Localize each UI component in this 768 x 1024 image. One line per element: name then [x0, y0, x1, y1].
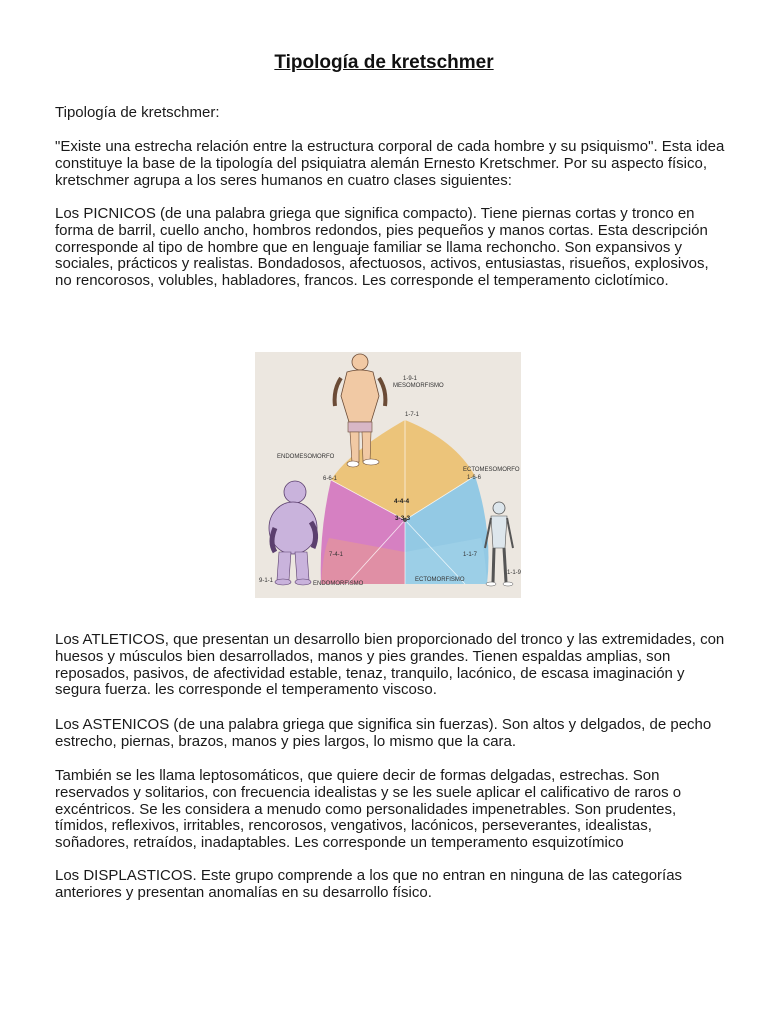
- astenicos-paragraph: Los ASTENICOS (de una palabra griega que significa sin fuerzas). Son altos y delgados, de pecho estrecho, piernas, brazos, manos y pies largos, lo mismo que la cara.: [55, 716, 712, 750]
- label-ectomesomorfo: ECTOMESOMORFO: [463, 467, 520, 473]
- intro-heading: Tipología de kretschmer:: [55, 104, 220, 121]
- label-119: 1-1-9: [507, 570, 521, 576]
- label-741: 7-4-1: [329, 552, 344, 558]
- label-mesomorfismo: MESOMORFISMO: [393, 383, 444, 389]
- endomorph-figure: [269, 481, 317, 585]
- displasticos-paragraph: Los DISPLASTICOS. Este grupo comprende a los que no entran en ninguna de las categorías anteriores y presentan anomalías en su desarrollo físico.: [55, 867, 683, 901]
- label-661: 6-6-1: [323, 476, 338, 482]
- label-endomesomorfo: ENDOMESOMORFO: [277, 454, 335, 460]
- document-title: Tipología de kretschmer: [274, 52, 494, 73]
- label-166: 1-6-6: [467, 475, 482, 481]
- label-endomorfismo: ENDOMORFISMO: [313, 581, 364, 587]
- label-117: 1-1-7: [463, 552, 478, 558]
- intro-paragraph: "Existe una estrecha relación entre la estructura corporal de cada hombre y su psiquismo". Esta idea constituye la base de la tipología del psiquiatra alemán Ernesto Kretschmer. Por su aspecto físico, kretschmer agrupa a los seres humanos en cuatro clases siguientes:: [55, 138, 725, 189]
- atleticos-paragraph: Los ATLETICOS, que presentan un desarrollo bien proporcionado del tronco y las extremidades, con huesos y músculos bien desarrollados, manos y pies grandes. Tienen espaldas amplias, son reposados, pasivos, de afectividad estable, tenaz, tranquilo, lacónico, de escasa imaginación y segura fuerza. les corresponde el temperamento viscoso.: [55, 631, 725, 699]
- label-333: 3-3-3: [395, 515, 411, 522]
- somatotype-diagram-svg: [255, 352, 521, 598]
- label-191: 1-9-1: [403, 376, 418, 382]
- picnicos-paragraph: Los PICNICOS (de una palabra griega que significa compacto). Tiene piernas cortas y tronco en forma de barril, cuello ancho, hombros redondos, pies pequeños y manos cortas. Esta descripción corresponde al tipo de hombre que en lenguaje familiar se llama rechoncho. Son expansivos y sociales, prácticos y realistas. Bondadosos, afectuosos, activos, entusiastas, risueños, explosivos, no rencorosos, volubles, habladores, francos. Les corresponde el temperamento ciclotímico.: [55, 205, 709, 290]
- label-911: 9-1-1: [259, 578, 274, 584]
- label-ectomorfismo: ECTOMORFISMO: [415, 577, 465, 583]
- label-171: 1-7-1: [405, 412, 420, 418]
- leptosomaticos-paragraph: También se les llama leptosomáticos, que quiere decir de formas delgadas, estrechas. Son reservados y solitarios, con frecuencia idealistas y se les suele aplicar el calificativo de raros o excéntricos. Se les considera a menudo como personalidades impenetrables. Son prudentes, tímidos, reflexivos, irritables, rencorosos, vengativos, lacónicos, perseverantes, idealistas, soñadores, retraídos, inadaptables. Les corresponde un temperamento esquizotímico: [55, 767, 682, 852]
- somatotype-diagram: [255, 352, 521, 598]
- label-444: 4-4-4: [394, 498, 410, 505]
